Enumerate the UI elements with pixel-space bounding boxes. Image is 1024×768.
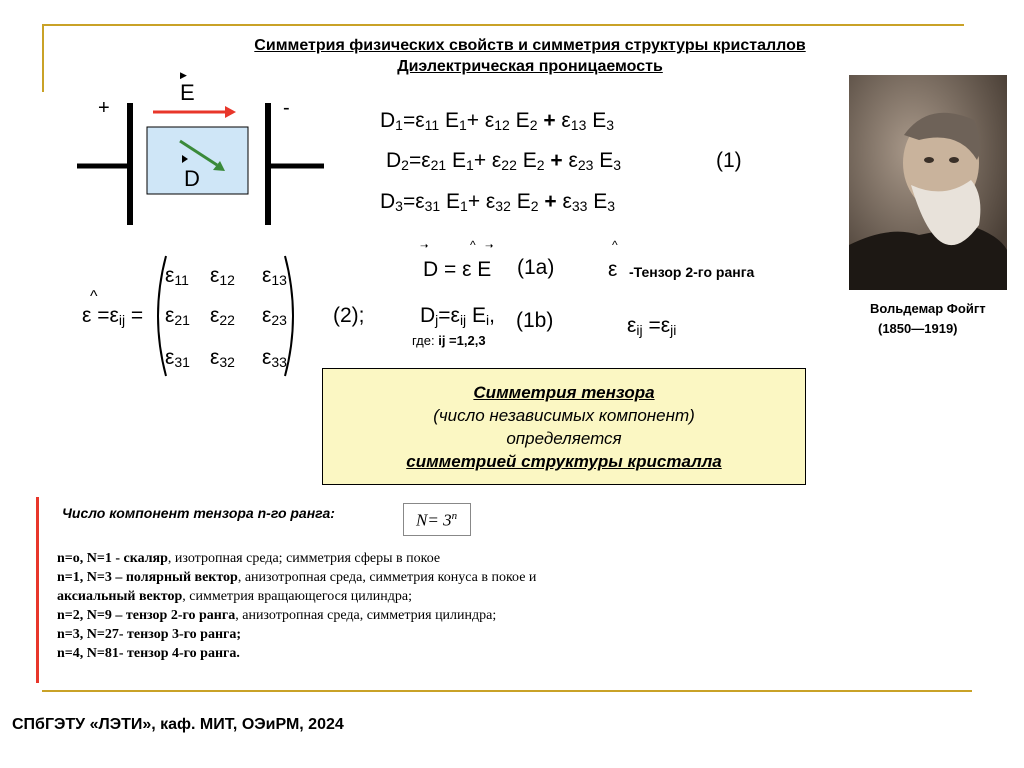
hat-icon: ^: [90, 288, 98, 305]
box-line-1: Симметрия тензора: [473, 383, 655, 402]
matrix-cell-12: $\varepsilon_{12}$: [210, 264, 235, 288]
portrait-years: (1850—1919): [878, 321, 958, 336]
d-label: D: [184, 166, 200, 191]
equation-d1: $D_1=\varepsilon_{11}$ $E_1+ \varepsilon_{12}$ $E_2 + \varepsilon_{13}$ $E_3$: [380, 109, 615, 133]
matrix-cell-31: $\varepsilon_{31}$: [165, 346, 190, 370]
matrix-cell-21: $\varepsilon_{21}$: [165, 304, 190, 328]
components-heading: Число компонент тензора n-го ранга:: [62, 505, 335, 521]
vector-arrow-icon: ➝: [485, 241, 494, 252]
matrix-cell-22: $\varepsilon_{22}$: [210, 304, 235, 328]
plus-sign: +: [98, 97, 110, 119]
box-line-4: симметрией структуры кристалла: [406, 452, 722, 471]
top-rule: [42, 24, 964, 26]
tensor-symmetry-box: [322, 368, 806, 485]
components-list: [57, 549, 536, 663]
hat-icon: ^: [612, 238, 618, 252]
tensor-caption: -Тензор 2-го ранга: [629, 264, 755, 280]
symmetry-relation: $\varepsilon_{ij} =\varepsilon_{ji}$: [627, 314, 677, 338]
e-vector-arrow-icon: ▶: [180, 70, 187, 80]
portrait-photo: [849, 75, 1007, 290]
index-relation: $D_j=\varepsilon_{ij}$ $E_i$,: [420, 304, 495, 328]
list-item: аксиальный вектор, симметрия вращающегося цилиндра;: [57, 589, 412, 604]
slide-title: Симметрия физических свойств и симметрия структуры кристаллов: [254, 37, 806, 54]
left-rule: [42, 24, 44, 92]
list-item: n=o, N=1 - скаляр, изотропная среда; симметрия сферы в покое: [57, 551, 441, 566]
tensor-symbol: ε: [608, 258, 618, 281]
bottom-rule: [42, 690, 972, 692]
capacitor-diagram: [70, 75, 340, 235]
hat-icon: ^: [470, 238, 476, 252]
vector-arrow-icon: ➝: [420, 241, 429, 252]
portrait-name: Вольдемар Фойгт: [870, 301, 986, 316]
matrix-cell-11: $\varepsilon_{11}$: [165, 264, 189, 288]
components-formula: $N= 3^n$: [403, 503, 471, 536]
matrix-cell-32: $\varepsilon_{32}$: [210, 346, 235, 370]
e-label: E: [180, 80, 195, 105]
footer-text: СПбГЭТУ «ЛЭТИ», каф. МИТ, ОЭиРМ, 2024: [12, 716, 344, 733]
matrix-lhs: $\varepsilon =\varepsilon_{ij}$ =: [82, 304, 144, 328]
box-line-2: (число независимых компонент): [433, 406, 695, 425]
box-line-3: определяется: [506, 429, 622, 448]
equation-label-2: (2);: [333, 304, 365, 327]
equation-d3: $D_3=\varepsilon_{31}$ $E_1+ \varepsilon_{32}$ $E_2 + \varepsilon_{33}$ $E_3$: [380, 190, 616, 214]
matrix-cell-23: $\varepsilon_{23}$: [262, 304, 287, 328]
matrix-cell-33: $\varepsilon_{33}$: [262, 346, 287, 370]
equation-label-1b: (1b): [516, 309, 554, 332]
list-item: n=2, N=9 – тензор 2-го ранга, анизотропная среда, симметрия цилиндра;: [57, 608, 497, 623]
slide-subtitle: Диэлектрическая проницаемость: [397, 58, 663, 75]
list-item: n=1, N=3 – полярный вектор, анизотропная среда, симметрия конуса в покое и: [57, 570, 537, 585]
matrix-cell-13: $\varepsilon_{13}$: [262, 264, 287, 288]
equation-label-1: (1): [716, 149, 742, 172]
tensor-relation: D = ε E: [423, 258, 492, 281]
list-item: n=4, N=81- тензор 4-го ранга.: [57, 646, 240, 661]
list-item: n=3, N=27- тензор 3-го ранга;: [57, 627, 242, 642]
equation-label-1a: (1a): [517, 256, 555, 279]
accent-bar: [36, 497, 39, 683]
index-range: где: ij =1,2,3: [412, 333, 486, 348]
equation-d2: $D_2=\varepsilon_{21}$ $E_1+ \varepsilon_{22}$ $E_2 + \varepsilon_{23}$ $E_3$: [386, 149, 622, 173]
minus-sign: -: [283, 97, 290, 119]
